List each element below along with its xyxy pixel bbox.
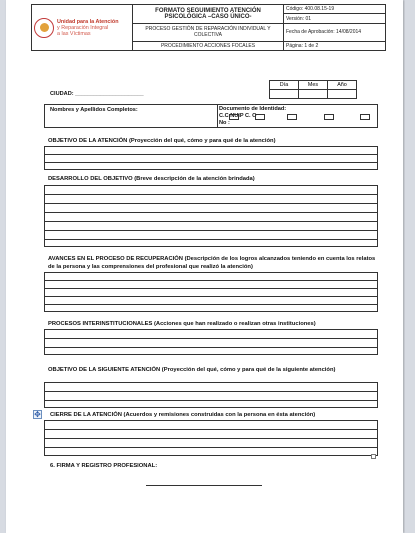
nuip-checkbox[interactable] [255, 114, 265, 120]
form-version: Versión: 01 [284, 14, 386, 23]
section-objetivo-title: OBJETIVO DE LA ATENCIÓN (Proyección del qué, cómo y para qué de la atención) [48, 138, 276, 144]
avances-lines[interactable] [44, 272, 378, 312]
city-label[interactable]: CIUDAD: ______________________ [50, 91, 144, 97]
document-label: Documento de Identidad: [219, 106, 287, 112]
desarrollo-lines[interactable] [44, 185, 378, 247]
document-header [31, 4, 386, 51]
signature-line[interactable] [146, 485, 262, 486]
seal-icon [34, 18, 54, 38]
ce-checkbox[interactable] [287, 114, 297, 120]
extra-checkbox[interactable] [360, 114, 370, 120]
section-siguiente-title: OBJETIVO DE LA SIGUIENTE ATENCIÓN (Proyección del qué, cómo y para qué de la siguiente atención) [48, 367, 336, 373]
date-month-field[interactable] [299, 90, 328, 99]
move-icon[interactable]: ✥ [34, 410, 41, 419]
form-page: Página: 1 de 2 [284, 41, 386, 50]
section-avances-title: AVANCES EN EL PROCESO DE RECUPERACIÓN (Descripción de los logros alcanzados teniendo en cuenta los relatos de la persona y las comprensiones del profesional que realizó la atención) [48, 256, 376, 270]
other-checkbox[interactable] [324, 114, 334, 120]
date-month-label: Mes [299, 81, 328, 90]
date-day-field[interactable] [270, 90, 299, 99]
cierre-lines[interactable] [44, 420, 378, 456]
date-table [269, 80, 357, 99]
date-day-label: Día [270, 81, 299, 90]
names-label[interactable]: Nombres y Apellidos Completos: [50, 107, 138, 113]
table-resize-handle[interactable] [371, 454, 376, 459]
logo [34, 18, 130, 38]
date-year-label: Año [328, 81, 357, 90]
form-title: FORMATO SEGUIMIENTO ATENCIÓN PSICOLÓGICA –CASO ÚNICO- [133, 5, 284, 24]
window-edge [405, 0, 415, 533]
document-page [6, 0, 403, 533]
section-firma-title: 6. FIRMA Y REGISTRO PROFESIONAL: [50, 463, 158, 469]
logo-line-3: a las Víctimas [57, 30, 91, 37]
section-cierre-title: CIERRE DE LA ATENCIÓN (Acuerdos y remisiones construidas con la persona en ésta atención) [50, 412, 316, 418]
form-process: PROCESO GESTIÓN DE REPARACIÓN INDIVIDUAL Y COLECTIVA [133, 23, 284, 41]
siguiente-lines[interactable] [44, 382, 378, 408]
form-approval-date: Fecha de Aprobación: 14/08/2014 [284, 23, 386, 41]
document-types: C.C NUIP C. O [219, 113, 257, 119]
procesos-lines[interactable] [44, 329, 378, 355]
objetivo-lines[interactable] [44, 146, 378, 170]
section-procesos-title: PROCESOS INTERINSTITUCIONALES (Acciones que han realizado o realizan otras instituciones) [48, 321, 316, 327]
form-code: Código: 400.08.15-19 [284, 5, 386, 14]
date-year-field[interactable] [328, 90, 357, 99]
logo-cell [32, 5, 133, 51]
section-desarrollo-title: DESARROLLO DEL OBJETIVO (Breve descripción de la atención brindada) [48, 176, 255, 182]
form-procedure: PROCEDIMIENTO ACCIONES FOCALES [133, 41, 284, 50]
document-number-label[interactable]: No : [219, 120, 230, 126]
logo-line-2: y Reparación Integral [57, 24, 109, 31]
cc-checkbox[interactable] [229, 114, 239, 120]
logo-line-1: Unidad para la Atención [57, 18, 119, 25]
